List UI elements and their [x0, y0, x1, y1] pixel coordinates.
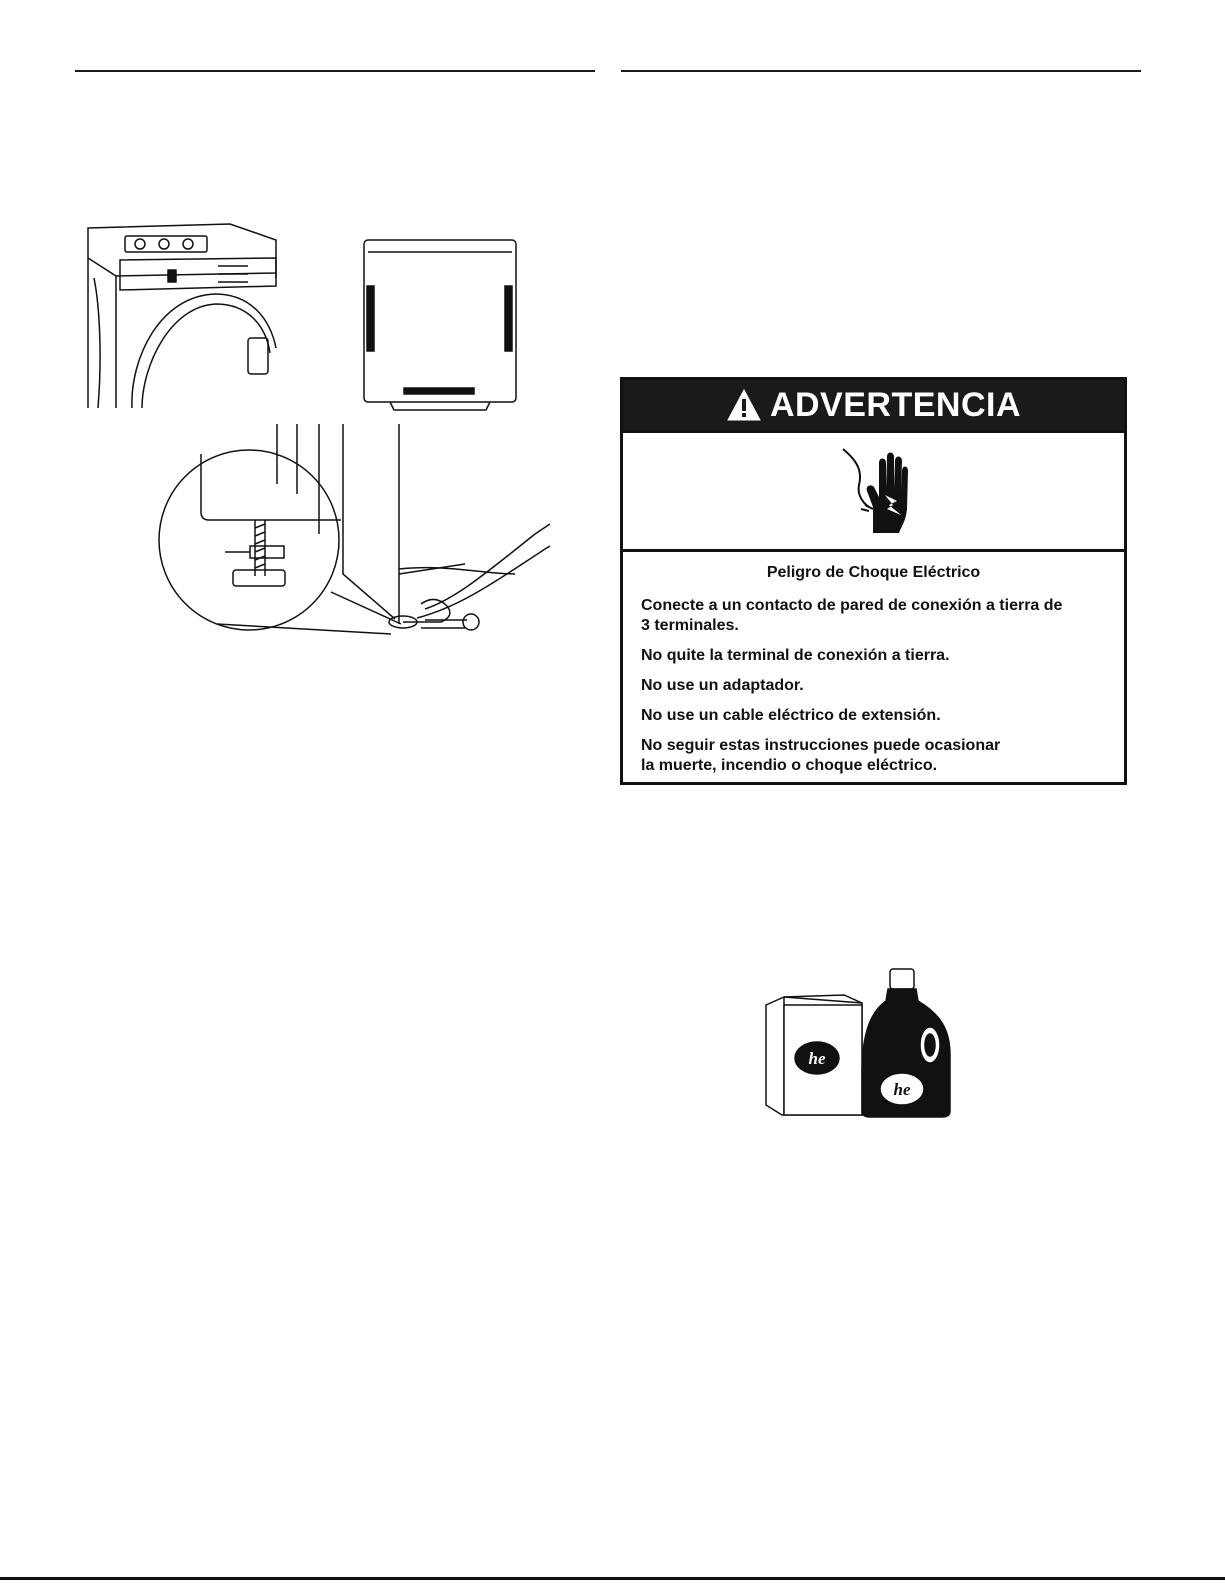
warning-subtitle: Peligro de Choque Eléctrico	[766, 564, 981, 581]
warning-title: ADVERTENCIA	[769, 385, 1022, 424]
warning-header	[623, 380, 1124, 433]
warning-icon-area	[623, 433, 1124, 552]
footer-rule	[0, 1577, 1225, 1580]
warning-box	[620, 377, 1127, 785]
electric-shock-hand-icon	[839, 445, 909, 537]
warning-triangle-icon	[726, 388, 762, 422]
he-detergent-illustration	[762, 965, 957, 1125]
leveling-foot-wrench-illustration	[155, 424, 550, 642]
warning-line-consequence: No seguir estas instrucciones puede ocasionar la muerte, incendio o choque eléctrico.	[641, 737, 1001, 774]
washer-top-view-illustration	[362, 238, 520, 413]
he-logo-bottle: he	[893, 1080, 911, 1099]
warning-line-adapter: No use un adaptador.	[641, 677, 804, 694]
he-logo-box: he	[808, 1049, 826, 1068]
warning-line-extension: No use un cable eléctrico de extensión.	[641, 707, 941, 724]
left-column-rule	[75, 70, 595, 72]
warning-line-ground: Conecte a un contacto de pared de conexión a tierra de 3 terminales.	[641, 597, 1063, 634]
washer-front-view-illustration	[80, 218, 285, 408]
warning-line-terminal: No quite la terminal de conexión a tierra.	[641, 647, 950, 664]
right-column-rule	[621, 70, 1141, 72]
warning-body	[623, 552, 1124, 776]
